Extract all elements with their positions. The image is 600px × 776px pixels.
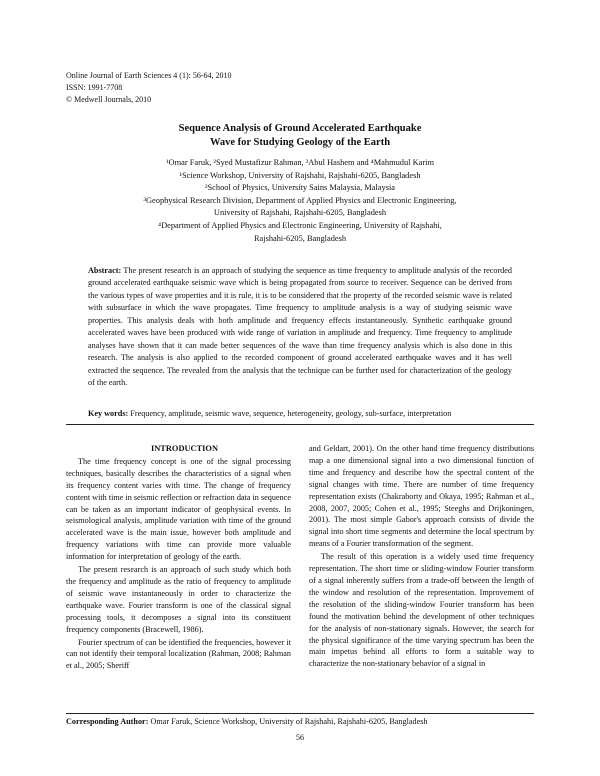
corresponding-label: Corresponding Author: [66,717,149,726]
keywords [88,408,512,420]
introduction-heading: INTRODUCTION [150,444,218,453]
footer-divider [66,713,534,714]
right-paragraph-1: and Geldart, 2001). On the other hand time frequency distributions map a one dimensional signal into a two dimensional function of time and frequency and describe how the spectral content of the signal changes with time. There are number of time frequency representation exists (Chakraborty and Okaya, 1995; Rahman et al., 2008, 2007, 2005; Cohen et al., 1995; Steeghs and Drijkoningen, 2001). The most simple Gabor's approach consists of divide the signal into short time segments and determine the local spectrum by means of a Fourier transformation of the segment. [309,444,534,549]
abstract [88,265,512,390]
affiliation-1: ¹Science Workshop, University of Rajshahi, Rajshahi-6205, Bangladesh [179,170,421,180]
left-paragraph-1: The time frequency concept is one of the signal processing techniques, basically describes the characteristics of a signal when its frequency content varies with time. The change of frequency content with time in seismic reflection or refraction data in sequence can be taken as an important indicator of geophysical events. In seismological analysis, amplitude variation with time of the ground accelerated wave is the main issue, however both amplitude and frequency variations with time can provide more valuable information for interpretation of geology of the earth. [66,456,291,562]
right-paragraph-2: The result of this operation is a widely used time frequency representation. The short time or sliding-window Fourier transform of a signal inherently suffers from a trade-off between the length of the window and resolution of the representation. Improvement of the resolution of the sliding-window Fourier transform has been found the motivation behind the development of other techniques for the analysis of non-stationary signals. However, the search for the physical significance of the time varying spectrum has been the main impetus behind all efforts to form a suitable way to characterize the non-stationary behavior of a signal in [309,552,534,669]
journal-copyright: © Medwell Journals, 2010 [66,95,152,104]
abstract-text: The present research is an approach of studying the sequence as time frequency to amplitude analysis of the recorded ground accelerated earthquake seismic wave which is being propagated from source to receiver. Sequence can be derived from the various types of wave properties and it is rule, it is to be considered that the property of the recorded seismic wave is related with subsurface in which the wave propagates. Time frequency to amplitude analysis is a way of studying seismic wave properties. This analysis deals with both amplitude and frequency effects instantaneously. Synthetic earthquake ground accelerated waves have been produced with wide range of variation in amplitude and frequency. Time frequency to amplitude analyses have shown that it can made better sequences of the wave than time frequency analysis which is also done in this research. The analysis is also applied to the recorded component of ground accelerated earthquake waves and it has well extracted the sequence. The revealed from the analysis that the technique can be further used for characterization of the geology of the earth. [88,266,512,388]
keywords-label: Key words: [88,409,129,418]
left-paragraph-2: The present research is an approach of such study which both the frequency and amplitude as the ratio of frequency to amplitude of seismic wave instantaneously in order to characterize the earthquake wave. Fourier transform is one of the classical signal processing tools, it decomposes a signal into its constituent frequency components (Bracewell, 1986). [66,565,291,634]
affiliation-3a: ³Geophysical Research Division, Department of Applied Physics and Electronic Engineering, [143,195,457,205]
journal-issn: ISSN: 1991-7708 [66,83,123,92]
journal-header [66,70,232,106]
title-line-1: Sequence Analysis of Ground Accelerated Earthquake [178,123,422,134]
affiliation-3b: University of Rajshahi, Rajshahi-6205, Bangladesh [213,208,387,218]
title-line-2: Wave for Studying Geology of the Earth [209,137,391,148]
page-number: 56 [295,733,305,742]
author-names: ¹Omar Faruk, ²Syed Mustafizur Rahman, ³Abul Hashem and ⁴Mahmudul Karim [166,158,434,167]
affiliation-2: ²School of Physics, University Sains Malaysia, Malaysia [205,183,395,193]
keywords-text: Frequency, amplitude, seismic wave, sequence, heterogeneity, geology, sub-surface, interpretation [130,409,452,418]
right-column [309,443,534,670]
journal-citation: Online Journal of Earth Sciences 4 (1): 56-64, 2010 [66,71,232,80]
corresponding-author [66,717,428,726]
paper-title [60,122,540,150]
abstract-label: Abstract: [88,266,122,275]
corresponding-text: Omar Faruk, Science Workshop, University of Rajshahi, Rajshahi-6205, Bangladesh [150,717,428,726]
affiliation-4a: ⁴Department of Applied Physics and Electronic Engineering, University of Rajshahi, [158,220,442,230]
affiliation-4b: Rajshahi-6205, Bangladesh [253,233,347,243]
author-block [60,157,540,245]
section-divider [66,424,534,425]
left-column [66,443,291,672]
left-paragraph-3: Fourier spectrum of can be identified the frequencies, however it can not identify their temporal localization (Rahman, 2008; Rahman et al., 2005; Sheriff [66,637,291,671]
